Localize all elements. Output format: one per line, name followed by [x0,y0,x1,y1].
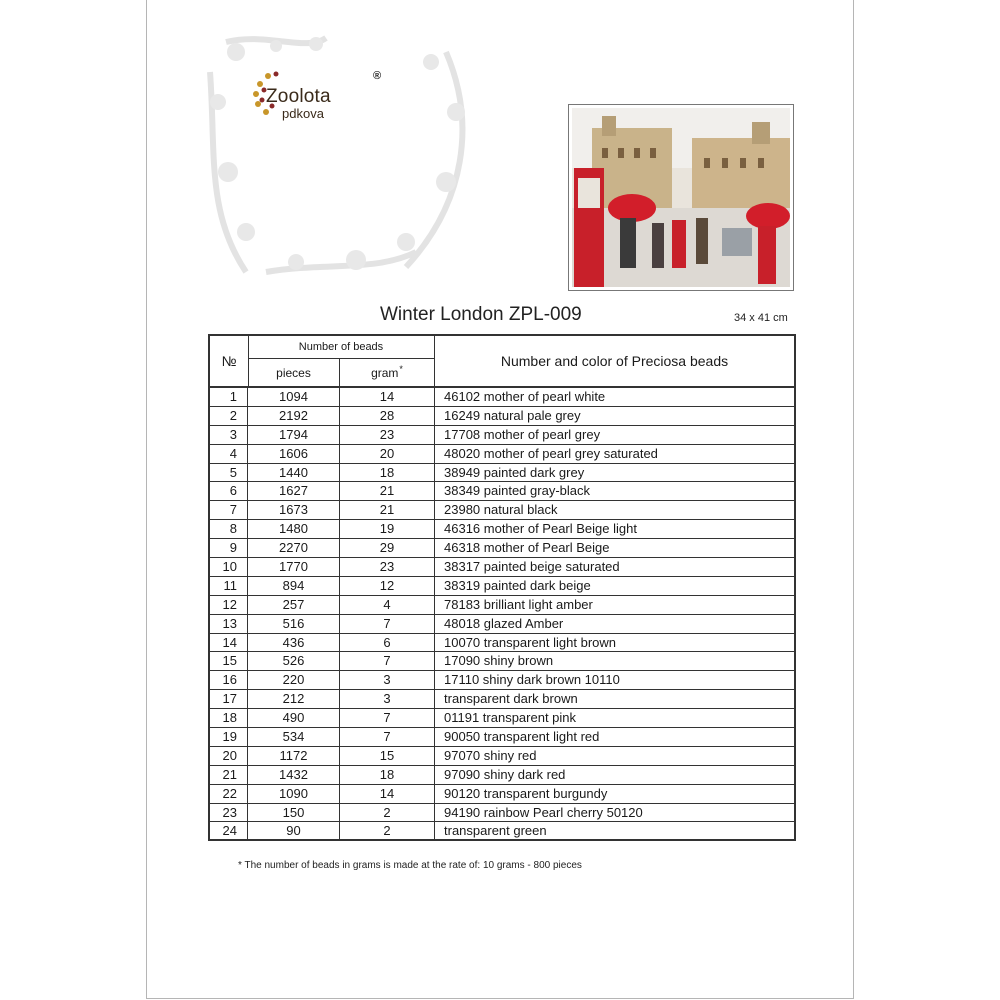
row-number: 19 [210,728,248,746]
row-color: 97090 shiny dark red [444,766,566,782]
col-beads-title: Number of beads [248,336,434,359]
col-pieces-header: pieces [248,359,340,386]
row-color: 38319 painted dark beige [444,577,591,593]
table-row [210,728,794,747]
row-color: 38949 painted dark grey [444,464,585,480]
row-pieces: 220 [248,671,340,689]
row-pieces: 894 [248,577,340,595]
table-header [210,336,794,388]
row-grams: 23 [340,558,435,576]
table-row [210,445,794,464]
row-pieces: 534 [248,728,340,746]
row-grams: 28 [340,407,435,425]
row-color: 38317 painted beige saturated [444,559,620,575]
row-grams: 23 [340,426,435,444]
table-row [210,577,794,596]
table-row [210,671,794,690]
row-pieces: 526 [248,652,340,670]
row-pieces: 257 [248,596,340,614]
table-row [210,615,794,634]
row-grams: 14 [340,785,435,803]
row-grams: 3 [340,671,435,689]
preview-photo [568,104,794,291]
col-gram-label: gram [371,365,399,380]
row-color: 17090 shiny brown [444,653,554,669]
table-row [210,501,794,520]
row-number: 6 [210,482,248,500]
row-color: 10070 transparent light brown [444,634,617,650]
row-number: 1 [210,388,248,406]
row-number: 17 [210,690,248,708]
row-number: 18 [210,709,248,727]
row-color: 90050 transparent light red [444,729,600,745]
registered-mark: ® [373,70,382,82]
row-grams: 7 [340,652,435,670]
row-grams: 12 [340,577,435,595]
row-number: 21 [210,766,248,784]
row-color: 46318 mother of Pearl Beige [444,540,610,556]
row-grams: 7 [340,615,435,633]
table-row [210,464,794,483]
row-pieces: 1480 [248,520,340,538]
row-number: 22 [210,785,248,803]
row-number: 10 [210,558,248,576]
row-number: 12 [210,596,248,614]
row-pieces: 1770 [248,558,340,576]
table-row [210,426,794,445]
table-row [210,388,794,407]
row-number: 14 [210,634,248,652]
table-row [210,822,794,841]
row-number: 20 [210,747,248,765]
col-beads-header [248,336,435,386]
col-number-header: № [210,336,249,386]
row-number: 11 [210,577,248,595]
row-color: transparent dark brown [444,691,578,707]
row-grams: 4 [340,596,435,614]
row-color: 48018 glazed Amber [444,615,564,631]
row-color: 46102 mother of pearl white [444,389,606,404]
row-color: 17110 shiny dark brown 10110 [444,672,620,688]
row-number: 2 [210,407,248,425]
row-grams: 18 [340,464,435,482]
row-pieces: 516 [248,615,340,633]
table-row [210,482,794,501]
table-row [210,747,794,766]
row-grams: 6 [340,634,435,652]
brand-subtitle: pdkova [282,106,324,121]
row-pieces: 1794 [248,426,340,444]
row-color: 94190 rainbow Pearl cherry 50120 [444,804,643,820]
table-row [210,652,794,671]
row-pieces: 1090 [248,785,340,803]
row-number: 15 [210,652,248,670]
london-street-photo-icon [572,108,790,287]
row-number: 9 [210,539,248,557]
col-color-header: Number and color of Preciosa beads [500,353,729,369]
row-number: 16 [210,671,248,689]
table-row [210,407,794,426]
beads-table [208,334,796,841]
row-pieces: 212 [248,690,340,708]
row-pieces: 90 [248,822,340,841]
canvas-size: 34 x 41 cm [734,312,788,324]
row-color: 90120 transparent burgundy [444,785,608,801]
row-pieces: 1440 [248,464,340,482]
row-grams: 29 [340,539,435,557]
row-grams: 3 [340,690,435,708]
table-row [210,558,794,577]
row-grams: 15 [340,747,435,765]
row-number: 13 [210,615,248,633]
row-number: 8 [210,520,248,538]
row-grams: 14 [340,388,435,406]
row-pieces: 490 [248,709,340,727]
row-grams: 2 [340,822,435,841]
row-pieces: 1172 [248,747,340,765]
table-body [210,388,794,841]
row-grams: 2 [340,804,435,822]
row-grams: 18 [340,766,435,784]
table-row [210,520,794,539]
row-color: 48020 mother of pearl grey saturated [444,445,658,461]
brand-name: Zoolota [266,86,331,107]
table-row [210,766,794,785]
row-color: 17708 mother of pearl grey [444,426,601,442]
footnote: * The number of beads in grams is made at the rate of: 10 grams - 800 pieces [238,860,582,871]
row-pieces: 2270 [248,539,340,557]
row-color: 23980 natural black [444,502,558,518]
row-grams: 7 [340,728,435,746]
row-color: 97070 shiny red [444,747,537,763]
row-number: 24 [210,822,248,841]
row-color: 78183 brilliant light amber [444,596,593,612]
row-grams: 19 [340,520,435,538]
row-grams: 7 [340,709,435,727]
row-pieces: 2192 [248,407,340,425]
table-row [210,539,794,558]
row-color: 01191 transparent pink [444,710,577,726]
row-color: 16249 natural pale grey [444,407,581,423]
row-number: 5 [210,464,248,482]
col-gram-header [340,359,434,386]
table-row [210,596,794,615]
row-pieces: 1432 [248,766,340,784]
row-pieces: 1094 [248,388,340,406]
row-pieces: 1673 [248,501,340,519]
row-number: 23 [210,804,248,822]
row-grams: 21 [340,482,435,500]
row-pieces: 436 [248,634,340,652]
row-number: 7 [210,501,248,519]
table-row [210,785,794,804]
page-title: Winter London ZPL-009 [380,304,582,325]
row-number: 4 [210,445,248,463]
table-row [210,804,794,823]
row-grams: 20 [340,445,435,463]
table-row [210,634,794,653]
gram-footnote-mark: * [399,363,403,374]
row-pieces: 150 [248,804,340,822]
table-row [210,690,794,709]
row-pieces: 1606 [248,445,340,463]
table-row [210,709,794,728]
row-grams: 21 [340,501,435,519]
row-number: 3 [210,426,248,444]
row-pieces: 1627 [248,482,340,500]
row-color: 46316 mother of Pearl Beige light [444,521,637,537]
row-color: transparent green [444,823,547,839]
row-color: 38349 painted gray-black [444,483,590,499]
